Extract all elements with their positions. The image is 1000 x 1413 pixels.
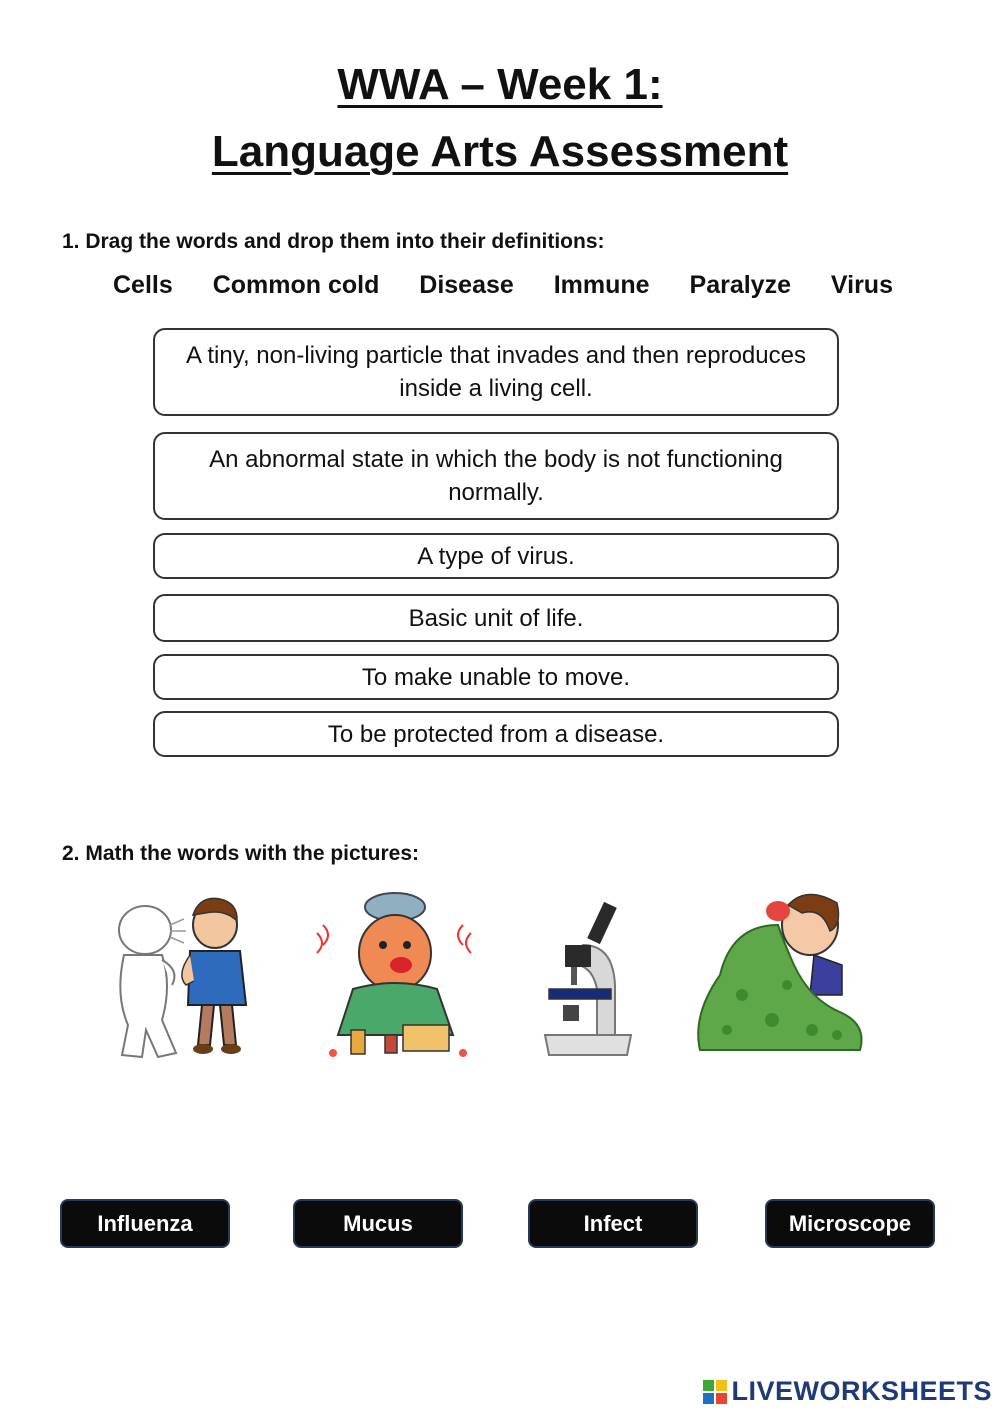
definition-drop-box[interactable] xyxy=(153,432,839,520)
label-mucus-button[interactable]: Mucus xyxy=(293,1199,463,1248)
definition-drop-box[interactable] xyxy=(153,654,839,700)
label-infect-button[interactable]: Infect xyxy=(528,1199,698,1248)
definition-drop-box[interactable] xyxy=(153,533,839,579)
label-microscope-button[interactable]: Microscope xyxy=(765,1199,935,1248)
definition-text: An abnormal state in which the body is not functioning normally. xyxy=(209,446,783,506)
word-immune[interactable]: Immune xyxy=(553,271,650,299)
definition-text: To be protected from a disease. xyxy=(327,720,665,748)
mucus-vomit-illustration xyxy=(692,885,874,1067)
definition-drop-box[interactable] xyxy=(153,328,839,416)
page-title-line-1: WWA – Week 1: xyxy=(337,60,663,109)
definition-text: A type of virus. xyxy=(417,542,575,570)
label-influenza-button[interactable]: Influenza xyxy=(60,1199,230,1248)
definition-text: Basic unit of life. xyxy=(408,604,584,632)
question-2-instruction: 2. Math the words with the pictures: xyxy=(62,842,420,865)
liveworksheets-brand[interactable] xyxy=(702,1376,992,1407)
microscope-illustration xyxy=(535,885,645,1067)
definition-text: To make unable to move. xyxy=(361,663,631,691)
word-cells[interactable]: Cells xyxy=(113,271,173,299)
sneezing-boy-illustration xyxy=(110,885,255,1067)
question-1-instruction: 1. Drag the words and drop them into their definitions: xyxy=(62,230,605,253)
definition-drop-box[interactable] xyxy=(153,711,839,757)
page-title-line-2: Language Arts Assessment xyxy=(211,127,789,176)
sick-man-illustration xyxy=(303,885,485,1067)
definition-text: A tiny, non-living particle that invades and then reproduces inside a living cell. xyxy=(186,342,806,402)
brand-name: LIVEWORKSHEETS xyxy=(731,1376,992,1406)
word-paralyze[interactable]: Paralyze xyxy=(689,271,791,299)
liveworksheets-logo-icon xyxy=(702,1379,728,1405)
definition-drop-box[interactable] xyxy=(153,594,839,642)
word-virus[interactable]: Virus xyxy=(830,271,893,299)
word-common-cold[interactable]: Common cold xyxy=(212,271,380,299)
word-disease[interactable]: Disease xyxy=(419,271,514,299)
word-bank xyxy=(113,271,893,300)
